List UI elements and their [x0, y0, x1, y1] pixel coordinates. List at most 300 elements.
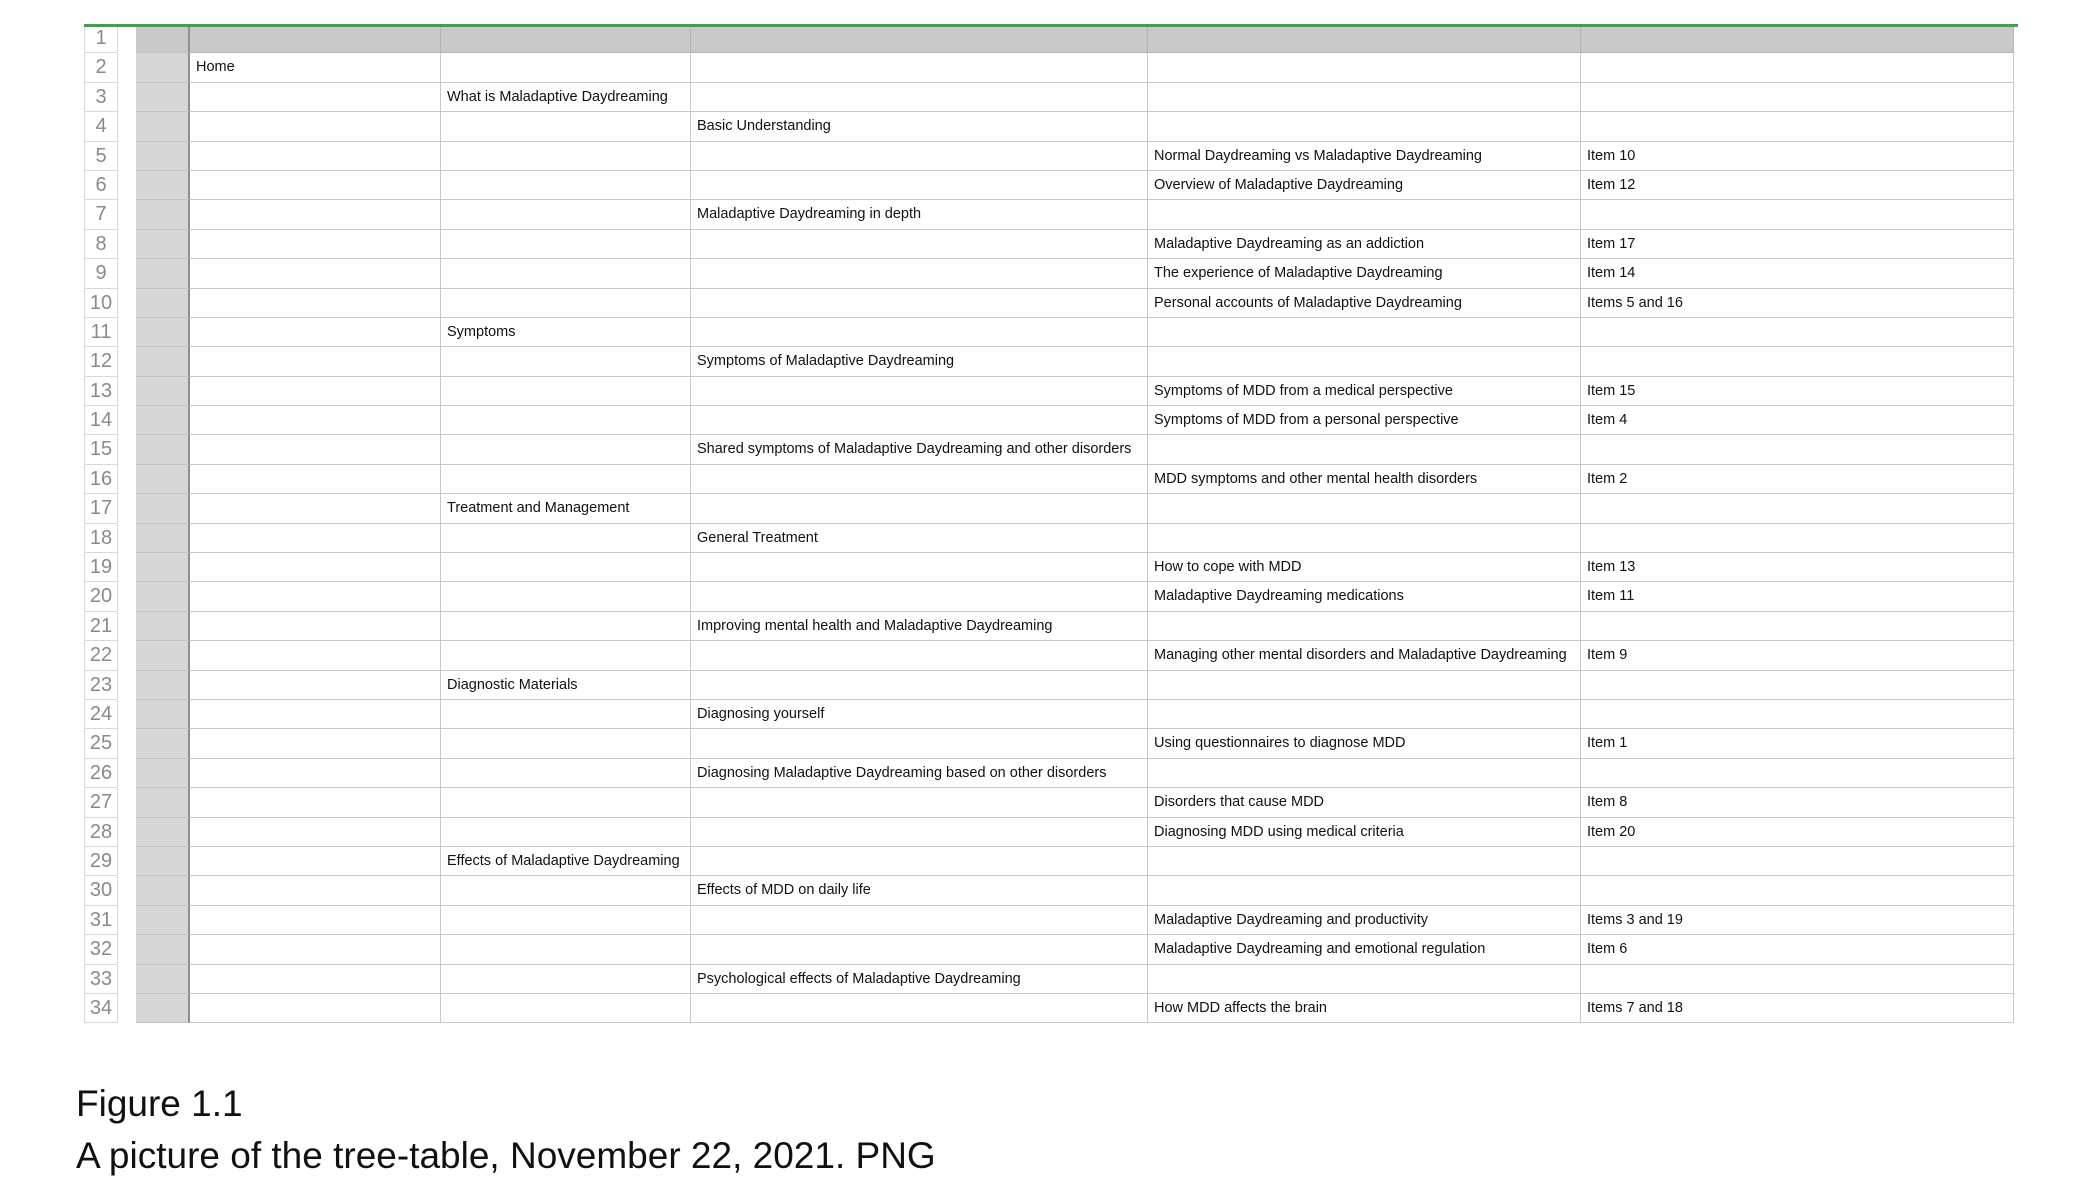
row-number[interactable]: 3: [84, 83, 118, 112]
table-cell[interactable]: [190, 171, 441, 200]
header-column-cell[interactable]: [136, 142, 190, 171]
table-cell[interactable]: [1581, 612, 2014, 641]
table-cell[interactable]: [1148, 112, 1581, 141]
row-number[interactable]: 31: [84, 906, 118, 935]
table-cell[interactable]: Normal Daydreaming vs Maladaptive Daydreaming: [1148, 142, 1581, 171]
table-cell[interactable]: [691, 729, 1148, 758]
table-cell[interactable]: Item 4: [1581, 406, 2014, 435]
table-cell[interactable]: [190, 230, 441, 259]
row-number[interactable]: 17: [84, 494, 118, 523]
row-number[interactable]: 29: [84, 847, 118, 876]
table-cell[interactable]: [691, 994, 1148, 1023]
row-gap: [118, 671, 136, 700]
table-cell[interactable]: [1581, 53, 2014, 82]
table-cell[interactable]: Item 13: [1581, 553, 2014, 582]
table-cell[interactable]: [441, 582, 691, 611]
table-cell[interactable]: [190, 494, 441, 523]
table-cell[interactable]: [441, 289, 691, 318]
table-cell[interactable]: Basic Understanding: [691, 112, 1148, 141]
row-gap: [118, 83, 136, 112]
row-gap: [118, 142, 136, 171]
header-column-cell[interactable]: [136, 230, 190, 259]
table-row: [84, 406, 2018, 435]
table-cell[interactable]: [691, 377, 1148, 406]
table-cell[interactable]: Using questionnaires to diagnose MDD: [1148, 729, 1581, 758]
header-column-cell[interactable]: [136, 524, 190, 553]
table-cell[interactable]: The experience of Maladaptive Daydreaming: [1148, 259, 1581, 288]
row-number[interactable]: 27: [84, 788, 118, 817]
table-cell[interactable]: [190, 906, 441, 935]
table-row: [84, 112, 2018, 141]
header-column-cell[interactable]: [136, 171, 190, 200]
table-row: [84, 641, 2018, 670]
table-row: [84, 729, 2018, 758]
table-row: [84, 259, 2018, 288]
table-cell[interactable]: [190, 847, 441, 876]
row-number[interactable]: 32: [84, 935, 118, 964]
table-cell[interactable]: [691, 259, 1148, 288]
table-cell[interactable]: Item 6: [1581, 935, 2014, 964]
table-cell[interactable]: [190, 24, 441, 53]
table-cell[interactable]: [1148, 83, 1581, 112]
table-cell[interactable]: [691, 230, 1148, 259]
table-row: [84, 435, 2018, 464]
header-column-cell[interactable]: [136, 876, 190, 905]
table-cell[interactable]: [1581, 435, 2014, 464]
table-cell[interactable]: [441, 641, 691, 670]
table-cell[interactable]: [1148, 524, 1581, 553]
table-cell[interactable]: [1148, 200, 1581, 229]
table-cell[interactable]: [190, 788, 441, 817]
table-cell[interactable]: Item 8: [1581, 788, 2014, 817]
header-column-cell[interactable]: [136, 906, 190, 935]
row-number[interactable]: 20: [84, 582, 118, 611]
table-cell[interactable]: [441, 818, 691, 847]
row-gap: [118, 641, 136, 670]
row-number[interactable]: 10: [84, 289, 118, 318]
table-cell[interactable]: [691, 24, 1148, 53]
row-gap: [118, 259, 136, 288]
row-number[interactable]: 7: [84, 200, 118, 229]
header-column-cell[interactable]: [136, 112, 190, 141]
table-cell[interactable]: Maladaptive Daydreaming and emotional regulation: [1148, 935, 1581, 964]
row-number[interactable]: 15: [84, 435, 118, 464]
table-cell[interactable]: [190, 406, 441, 435]
table-cell[interactable]: [190, 965, 441, 994]
table-cell[interactable]: General Treatment: [691, 524, 1148, 553]
table-cell[interactable]: [691, 582, 1148, 611]
table-cell[interactable]: [1581, 318, 2014, 347]
table-cell[interactable]: [190, 435, 441, 464]
table-cell[interactable]: [441, 524, 691, 553]
row-gap: [118, 112, 136, 141]
row-number[interactable]: 18: [84, 524, 118, 553]
table-cell[interactable]: [441, 259, 691, 288]
table-cell[interactable]: [190, 524, 441, 553]
table-row: [84, 759, 2018, 788]
table-cell[interactable]: [1148, 53, 1581, 82]
row-gap: [118, 347, 136, 376]
header-column-cell[interactable]: [136, 700, 190, 729]
table-cell[interactable]: [1581, 524, 2014, 553]
table-cell[interactable]: [691, 494, 1148, 523]
table-row: [84, 200, 2018, 229]
row-number[interactable]: 26: [84, 759, 118, 788]
header-column-cell[interactable]: [136, 318, 190, 347]
table-cell[interactable]: Item 14: [1581, 259, 2014, 288]
table-cell[interactable]: [190, 465, 441, 494]
table-row: [84, 965, 2018, 994]
table-cell[interactable]: Personal accounts of Maladaptive Daydreaming: [1148, 289, 1581, 318]
row-gap: [118, 171, 136, 200]
table-row: [84, 818, 2018, 847]
table-row: [84, 289, 2018, 318]
row-gap: [118, 289, 136, 318]
table-cell[interactable]: [441, 729, 691, 758]
header-column-cell[interactable]: [136, 259, 190, 288]
selection-border: [84, 24, 2018, 27]
table-cell[interactable]: [441, 142, 691, 171]
header-column-cell[interactable]: [136, 289, 190, 318]
table-cell[interactable]: Diagnosing yourself: [691, 700, 1148, 729]
table-cell[interactable]: [190, 729, 441, 758]
header-column-cell[interactable]: [136, 24, 190, 53]
table-cell[interactable]: [1148, 494, 1581, 523]
row-gap: [118, 876, 136, 905]
table-row: [84, 230, 2018, 259]
table-cell[interactable]: Effects of Maladaptive Daydreaming: [441, 847, 691, 876]
table-cell[interactable]: [441, 230, 691, 259]
table-cell[interactable]: Diagnosing MDD using medical criteria: [1148, 818, 1581, 847]
table-row: [84, 465, 2018, 494]
table-cell[interactable]: Items 7 and 18: [1581, 994, 2014, 1023]
table-cell[interactable]: [190, 582, 441, 611]
table-cell[interactable]: [1148, 847, 1581, 876]
table-cell[interactable]: Shared symptoms of Maladaptive Daydreaming and other disorders: [691, 435, 1148, 464]
table-cell[interactable]: [691, 53, 1148, 82]
table-cell[interactable]: [441, 406, 691, 435]
table-cell[interactable]: [691, 406, 1148, 435]
header-column-cell[interactable]: [136, 200, 190, 229]
table-cell[interactable]: [691, 171, 1148, 200]
row-number[interactable]: 23: [84, 671, 118, 700]
table-cell[interactable]: How to cope with MDD: [1148, 553, 1581, 582]
table-cell[interactable]: [190, 935, 441, 964]
figure-description: A picture of the tree-table, November 22, 2021. PNG: [76, 1135, 936, 1176]
header-column-cell[interactable]: [136, 83, 190, 112]
table-cell[interactable]: [441, 965, 691, 994]
row-number[interactable]: 1: [84, 24, 118, 53]
row-gap: [118, 788, 136, 817]
table-cell[interactable]: Improving mental health and Maladaptive Daydreaming: [691, 612, 1148, 641]
row-number[interactable]: 21: [84, 612, 118, 641]
table-cell[interactable]: Item 17: [1581, 230, 2014, 259]
table-cell[interactable]: Maladaptive Daydreaming medications: [1148, 582, 1581, 611]
table-cell[interactable]: Diagnosing Maladaptive Daydreaming based on other disorders: [691, 759, 1148, 788]
table-cell[interactable]: [691, 289, 1148, 318]
table-cell[interactable]: [190, 759, 441, 788]
table-cell[interactable]: [691, 142, 1148, 171]
table-row: [84, 935, 2018, 964]
row-number[interactable]: 25: [84, 729, 118, 758]
table-cell[interactable]: [190, 994, 441, 1023]
table-cell[interactable]: [441, 112, 691, 141]
table-row: [84, 83, 2018, 112]
row-number[interactable]: 34: [84, 994, 118, 1023]
table-cell[interactable]: [1148, 759, 1581, 788]
table-row: [84, 876, 2018, 905]
table-cell[interactable]: [1148, 700, 1581, 729]
row-number[interactable]: 24: [84, 700, 118, 729]
table-cell[interactable]: Item 9: [1581, 641, 2014, 670]
row-gap: [118, 759, 136, 788]
table-cell[interactable]: [190, 259, 441, 288]
table-cell[interactable]: Symptoms of MDD from a medical perspective: [1148, 377, 1581, 406]
table-cell[interactable]: [190, 200, 441, 229]
table-cell[interactable]: [691, 553, 1148, 582]
header-column-cell[interactable]: [136, 671, 190, 700]
table-cell[interactable]: [691, 847, 1148, 876]
table-row: [84, 524, 2018, 553]
table-cell[interactable]: [441, 24, 691, 53]
table-cell[interactable]: [190, 818, 441, 847]
row-number[interactable]: 30: [84, 876, 118, 905]
row-gap: [118, 465, 136, 494]
table-cell[interactable]: [691, 318, 1148, 347]
row-number[interactable]: 33: [84, 965, 118, 994]
row-gap: [118, 318, 136, 347]
table-cell[interactable]: [441, 906, 691, 935]
header-column-cell[interactable]: [136, 994, 190, 1023]
table-cell[interactable]: Home: [190, 53, 441, 82]
row-number[interactable]: 22: [84, 641, 118, 670]
table-cell[interactable]: [441, 612, 691, 641]
table-cell[interactable]: Diagnostic Materials: [441, 671, 691, 700]
row-gap: [118, 935, 136, 964]
table-cell[interactable]: [441, 377, 691, 406]
row-gap: [118, 524, 136, 553]
table-cell[interactable]: [1148, 318, 1581, 347]
table-row: [84, 612, 2018, 641]
spreadsheet: [84, 24, 2018, 1023]
table-cell[interactable]: Maladaptive Daydreaming and productivity: [1148, 906, 1581, 935]
row-number[interactable]: 11: [84, 318, 118, 347]
row-number[interactable]: 6: [84, 171, 118, 200]
table-cell[interactable]: [1148, 612, 1581, 641]
table-cell[interactable]: [441, 200, 691, 229]
header-column-cell[interactable]: [136, 965, 190, 994]
table-cell[interactable]: [441, 788, 691, 817]
table-cell[interactable]: [190, 318, 441, 347]
table-cell[interactable]: [1148, 876, 1581, 905]
table-cell[interactable]: [691, 671, 1148, 700]
table-cell[interactable]: [1581, 24, 2014, 53]
table-cell[interactable]: Psychological effects of Maladaptive Daydreaming: [691, 965, 1148, 994]
table-cell[interactable]: [441, 171, 691, 200]
table-cell[interactable]: [441, 994, 691, 1023]
table-cell[interactable]: [691, 465, 1148, 494]
table-cell[interactable]: [441, 700, 691, 729]
table-cell[interactable]: [190, 553, 441, 582]
table-cell[interactable]: [1581, 965, 2014, 994]
table-cell[interactable]: Item 10: [1581, 142, 2014, 171]
table-cell[interactable]: [1581, 347, 2014, 376]
table-cell[interactable]: Item 1: [1581, 729, 2014, 758]
table-cell[interactable]: [441, 347, 691, 376]
header-column-cell[interactable]: [136, 406, 190, 435]
table-cell[interactable]: [691, 818, 1148, 847]
table-cell[interactable]: [190, 641, 441, 670]
row-number[interactable]: 5: [84, 142, 118, 171]
header-column-cell[interactable]: [136, 435, 190, 464]
table-cell[interactable]: [190, 347, 441, 376]
table-cell[interactable]: Item 12: [1581, 171, 2014, 200]
table-cell[interactable]: Symptoms of MDD from a personal perspective: [1148, 406, 1581, 435]
table-cell[interactable]: Symptoms of Maladaptive Daydreaming: [691, 347, 1148, 376]
row-number[interactable]: 2: [84, 53, 118, 82]
table-cell[interactable]: [190, 671, 441, 700]
table-cell[interactable]: [441, 876, 691, 905]
table-row: [84, 671, 2018, 700]
header-column-cell[interactable]: [136, 494, 190, 523]
table-cell[interactable]: [1581, 112, 2014, 141]
table-cell[interactable]: How MDD affects the brain: [1148, 994, 1581, 1023]
table-cell[interactable]: [190, 377, 441, 406]
table-cell[interactable]: [441, 53, 691, 82]
table-cell[interactable]: [1581, 671, 2014, 700]
header-column-cell[interactable]: [136, 377, 190, 406]
row-gap: [118, 847, 136, 876]
table-cell[interactable]: [441, 553, 691, 582]
row-number[interactable]: 8: [84, 230, 118, 259]
row-gap: [118, 24, 136, 53]
table-cell[interactable]: [190, 112, 441, 141]
table-cell[interactable]: Symptoms: [441, 318, 691, 347]
table-row: [84, 553, 2018, 582]
table-cell[interactable]: [1581, 700, 2014, 729]
row-gap: [118, 406, 136, 435]
table-cell[interactable]: What is Maladaptive Daydreaming: [441, 83, 691, 112]
table-cell[interactable]: [1581, 876, 2014, 905]
table-cell[interactable]: Maladaptive Daydreaming in depth: [691, 200, 1148, 229]
table-cell[interactable]: [1581, 83, 2014, 112]
header-column-cell[interactable]: [136, 465, 190, 494]
table-cell[interactable]: Items 5 and 16: [1581, 289, 2014, 318]
table-cell[interactable]: [1581, 200, 2014, 229]
table-cell[interactable]: [1148, 24, 1581, 53]
table-cell[interactable]: [441, 759, 691, 788]
table-cell[interactable]: Item 11: [1581, 582, 2014, 611]
table-cell[interactable]: [190, 700, 441, 729]
table-cell[interactable]: [1148, 965, 1581, 994]
table-cell[interactable]: Maladaptive Daydreaming as an addiction: [1148, 230, 1581, 259]
row-number[interactable]: 13: [84, 377, 118, 406]
table-row: [84, 171, 2018, 200]
table-row: [84, 318, 2018, 347]
table-cell[interactable]: Disorders that cause MDD: [1148, 788, 1581, 817]
header-column-cell[interactable]: [136, 553, 190, 582]
table-cell[interactable]: [691, 788, 1148, 817]
table-cell[interactable]: [441, 935, 691, 964]
row-gap: [118, 553, 136, 582]
table-cell[interactable]: [691, 641, 1148, 670]
table-cell[interactable]: [691, 906, 1148, 935]
row-number[interactable]: 16: [84, 465, 118, 494]
row-number[interactable]: 19: [84, 553, 118, 582]
table-row: [84, 53, 2018, 82]
table-cell[interactable]: [441, 465, 691, 494]
table-row: [84, 994, 2018, 1023]
table-cell[interactable]: [190, 289, 441, 318]
row-number[interactable]: 12: [84, 347, 118, 376]
header-column-cell[interactable]: [136, 612, 190, 641]
header-column-cell[interactable]: [136, 788, 190, 817]
table-cell[interactable]: Items 3 and 19: [1581, 906, 2014, 935]
table-cell[interactable]: Managing other mental disorders and Maladaptive Daydreaming: [1148, 641, 1581, 670]
row-number[interactable]: 9: [84, 259, 118, 288]
table-cell[interactable]: [1581, 759, 2014, 788]
header-column-cell[interactable]: [136, 641, 190, 670]
table-row: [84, 700, 2018, 729]
table-cell[interactable]: [190, 142, 441, 171]
row-gap: [118, 435, 136, 464]
table-cell[interactable]: Treatment and Management: [441, 494, 691, 523]
table-row: [84, 494, 2018, 523]
table-cell[interactable]: [190, 876, 441, 905]
table-cell[interactable]: [1148, 435, 1581, 464]
table-cell[interactable]: [1148, 347, 1581, 376]
table-cell[interactable]: Item 15: [1581, 377, 2014, 406]
table-cell[interactable]: [190, 83, 441, 112]
row-gap: [118, 582, 136, 611]
figure-label: Figure 1.1: [76, 1083, 243, 1124]
table-cell[interactable]: [691, 83, 1148, 112]
header-column-cell[interactable]: [136, 582, 190, 611]
row-number[interactable]: 4: [84, 112, 118, 141]
row-number[interactable]: 28: [84, 818, 118, 847]
row-gap: [118, 53, 136, 82]
table-row: [84, 142, 2018, 171]
header-column-cell[interactable]: [136, 729, 190, 758]
row-gap: [118, 230, 136, 259]
table-row: [84, 847, 2018, 876]
table-cell[interactable]: [1148, 671, 1581, 700]
row-number[interactable]: 14: [84, 406, 118, 435]
row-gap: [118, 729, 136, 758]
header-column-cell[interactable]: [136, 759, 190, 788]
table-cell[interactable]: Overview of Maladaptive Daydreaming: [1148, 171, 1581, 200]
table-cell[interactable]: [691, 935, 1148, 964]
table-cell[interactable]: [1581, 847, 2014, 876]
table-cell[interactable]: [190, 612, 441, 641]
header-column-cell[interactable]: [136, 818, 190, 847]
table-cell[interactable]: Item 2: [1581, 465, 2014, 494]
table-cell[interactable]: [441, 435, 691, 464]
table-cell[interactable]: Effects of MDD on daily life: [691, 876, 1148, 905]
header-column-cell[interactable]: [136, 347, 190, 376]
figure-caption: [76, 1078, 936, 1182]
table-row: [84, 347, 2018, 376]
header-column-cell[interactable]: [136, 847, 190, 876]
table-cell[interactable]: [1581, 494, 2014, 523]
header-column-cell[interactable]: [136, 935, 190, 964]
row-gap: [118, 700, 136, 729]
table-cell[interactable]: Item 20: [1581, 818, 2014, 847]
table-row: [84, 906, 2018, 935]
row-gap: [118, 994, 136, 1023]
header-column-cell[interactable]: [136, 53, 190, 82]
table-cell[interactable]: MDD symptoms and other mental health disorders: [1148, 465, 1581, 494]
